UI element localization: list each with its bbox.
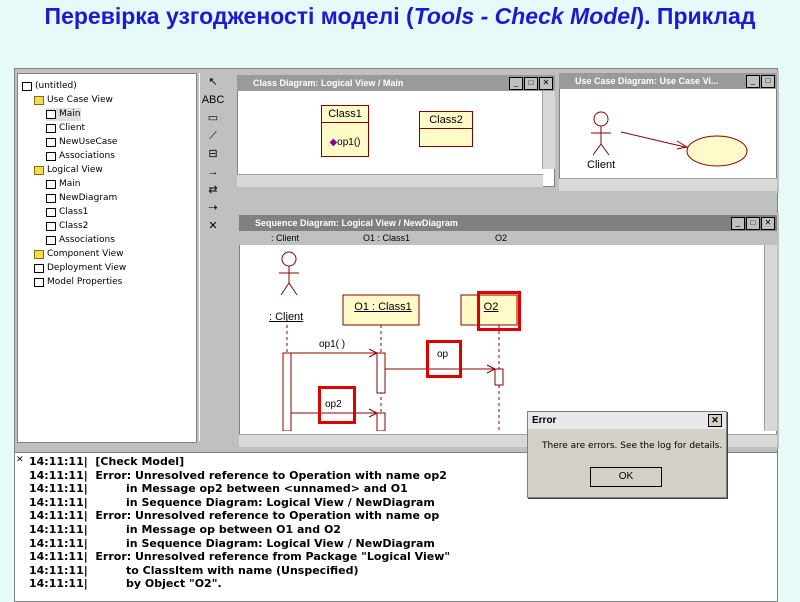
log-line: 14:11:11| in Message op between O1 and O2: [29, 523, 341, 536]
log-line: 14:11:11| Error: Unresolved reference to Operation with name op: [29, 509, 440, 523]
vertical-scrollbar[interactable]: [542, 91, 555, 169]
vertical-scrollbar[interactable]: [764, 245, 777, 431]
tree-item-label: Component View: [47, 249, 124, 259]
class1-box[interactable]: [321, 105, 369, 157]
slide-title: [0, 4, 800, 28]
tree-item-label: NewDiagram: [59, 193, 118, 203]
o1-activation-1: [377, 353, 385, 393]
class2-name: Class2: [420, 112, 472, 129]
usecase-ellipse: [687, 136, 747, 166]
log-line: 14:11:11| by Object "O2".: [29, 577, 222, 591]
association-icon: [46, 236, 56, 245]
tree-item-label: Associations: [59, 151, 115, 161]
ok-button[interactable]: OK: [590, 467, 662, 487]
class-diagram-window-buttons: [509, 77, 553, 90]
horizontal-scrollbar[interactable]: [237, 174, 543, 187]
class-diagram-window[interactable]: [235, 73, 557, 189]
toolbox-tool[interactable]: ⊟: [208, 148, 218, 160]
log-line: 14:11:11| to ClassItem with name (Unspecified): [29, 563, 359, 577]
msg-op-label[interactable]: op: [437, 349, 449, 360]
msg-op1-label[interactable]: op1( ): [319, 339, 346, 350]
header-col-o2: O2: [495, 233, 508, 243]
model-browser-tree[interactable]: [17, 73, 197, 443]
toolbox-tool[interactable]: →: [207, 166, 219, 178]
usecase-diagram-window[interactable]: [557, 71, 779, 193]
maximize-button[interactable]: □: [761, 75, 775, 88]
title-part-1: Перевірка узгодженості моделі (: [44, 3, 414, 29]
tree-item[interactable]: [46, 108, 81, 121]
tree-item-label: Logical View: [47, 165, 103, 175]
class1-name: Class1: [322, 106, 368, 123]
highlight-op2: [318, 386, 356, 424]
header-col-client: : Client: [271, 233, 300, 243]
tree-item[interactable]: [34, 164, 103, 177]
log-line: 14:11:11| [Check Model]: [29, 455, 185, 468]
class-icon: [46, 222, 56, 231]
minimize-button[interactable]: _: [731, 217, 745, 230]
log-line: 14:11:11| Error: Unresolved reference to Operation with name op2: [29, 468, 447, 482]
tree-item-label: Class1: [59, 207, 89, 217]
msg-op2-label[interactable]: op2: [325, 399, 342, 410]
tree-item[interactable]: [34, 276, 122, 289]
actor-icon: [46, 124, 56, 133]
class-diagram-title: Class Diagram: Logical View / Main: [253, 78, 404, 88]
class-icon: [46, 208, 56, 217]
sequence-window-buttons: [731, 217, 775, 230]
deployment-icon: [34, 264, 44, 273]
toolbox-tool[interactable]: ✕: [208, 220, 218, 232]
tree-item[interactable]: [46, 206, 88, 219]
folder-icon: [34, 96, 44, 105]
tree-item[interactable]: [34, 262, 126, 275]
tree-item-label: Model Properties: [47, 277, 123, 287]
log-line: 14:11:11| Error: Unresolved reference from Package "Logical View": [29, 550, 451, 564]
tree-item[interactable]: [46, 136, 117, 149]
diagram-toolbox: [199, 73, 226, 441]
sequence-diagram-icon: [46, 194, 56, 203]
toolbox-tool[interactable]: ⇄: [208, 184, 218, 196]
diagram-icon: [46, 180, 56, 189]
highlight-o2: [477, 291, 521, 331]
o1-activation-2: [377, 413, 385, 431]
tree-item-label: (untitled): [35, 81, 77, 91]
minimize-button[interactable]: _: [746, 75, 760, 88]
dialog-close-icon[interactable]: ✕: [708, 414, 722, 427]
toolbox-tool[interactable]: ⇢: [208, 202, 218, 214]
tree-item[interactable]: [46, 220, 88, 233]
tree-item-label: Associations: [59, 235, 115, 245]
error-dialog-message: There are errors. See the log for details.: [542, 441, 723, 451]
model-icon: [22, 82, 32, 91]
maximize-button[interactable]: □: [524, 77, 538, 90]
folder-icon: [34, 250, 44, 259]
tree-item[interactable]: [46, 150, 115, 163]
log-line: 14:11:11| in Sequence Diagram: Logical View / NewDiagram: [29, 495, 435, 509]
tree-item[interactable]: [34, 248, 123, 261]
o1-object-label[interactable]: O1 : Class1: [354, 301, 412, 313]
tree-item[interactable]: [46, 192, 117, 205]
tree-item-label: Main: [59, 179, 81, 189]
properties-icon: [34, 278, 44, 287]
actor-figure: [591, 112, 611, 155]
folder-icon: [34, 166, 44, 175]
tree-item[interactable]: [46, 234, 115, 247]
toolbox-tool[interactable]: ⟋: [209, 130, 217, 142]
usecase-icon: [46, 138, 56, 147]
horizontal-scrollbar[interactable]: [559, 178, 777, 191]
class-diagram-titlebar[interactable]: [237, 75, 555, 91]
header-col-o1: O1 : Class1: [363, 233, 411, 243]
class2-box[interactable]: [419, 111, 473, 147]
minimize-button[interactable]: _: [509, 77, 523, 90]
highlight-op: [426, 340, 462, 378]
tree-item-label: NewUseCase: [59, 137, 118, 147]
error-dialog-titlebar[interactable]: [528, 412, 726, 429]
tree-item-label: Client: [59, 123, 86, 133]
usecase-diagram-titlebar[interactable]: [559, 73, 777, 89]
log-close-icon[interactable]: ✕: [16, 455, 24, 465]
o2-activation: [495, 369, 503, 385]
tree-item[interactable]: [34, 94, 113, 107]
tree-item-label: Main: [59, 109, 81, 119]
sequence-diagram-title: Sequence Diagram: Logical View / NewDiagram: [255, 218, 458, 228]
tree-item-label: Use Case View: [47, 95, 113, 105]
association-line: [621, 132, 685, 147]
title-italic: Tools - Check Model: [413, 3, 637, 29]
usecase-actor-label: Client: [587, 159, 616, 171]
usecase-window-buttons: [746, 75, 775, 88]
error-dialog-title: Error: [532, 415, 557, 426]
log-line: 14:11:11| in Message op2 between <unnamed> and O1: [29, 482, 408, 496]
client-activation: [283, 353, 291, 431]
error-dialog: [527, 411, 727, 498]
sequence-header-bar: [239, 231, 777, 245]
seq-actor-label: : Client: [269, 311, 304, 323]
toolbox-tool[interactable]: ABC: [201, 94, 225, 106]
tree-item[interactable]: [46, 178, 81, 191]
usecase-diagram-title: Use Case Diagram: Use Case Vi...: [575, 76, 719, 86]
close-button[interactable]: ✕: [539, 77, 553, 90]
sequence-diagram-titlebar[interactable]: [239, 215, 777, 231]
association-icon: [46, 152, 56, 161]
seq-actor-figure: [279, 252, 299, 295]
toolbox-tool[interactable]: ↖: [208, 76, 218, 88]
o2-object-label[interactable]: O2: [483, 301, 499, 313]
maximize-button[interactable]: □: [746, 217, 760, 230]
tree-item-label: Deployment View: [47, 263, 127, 273]
toolbox-tool[interactable]: ▭: [207, 112, 219, 124]
tree-item[interactable]: [22, 80, 77, 93]
title-part-2: ). Приклад: [636, 3, 756, 29]
tree-item-label: Class2: [59, 221, 89, 231]
class1-operation: ◆op1(): [329, 137, 361, 148]
close-button[interactable]: ✕: [761, 217, 775, 230]
diagram-icon: [46, 110, 56, 119]
operation-icon: ◆: [329, 137, 338, 148]
tree-item[interactable]: [46, 122, 85, 135]
log-line: 14:11:11| in Sequence Diagram: Logical View / NewDiagram: [29, 536, 435, 550]
